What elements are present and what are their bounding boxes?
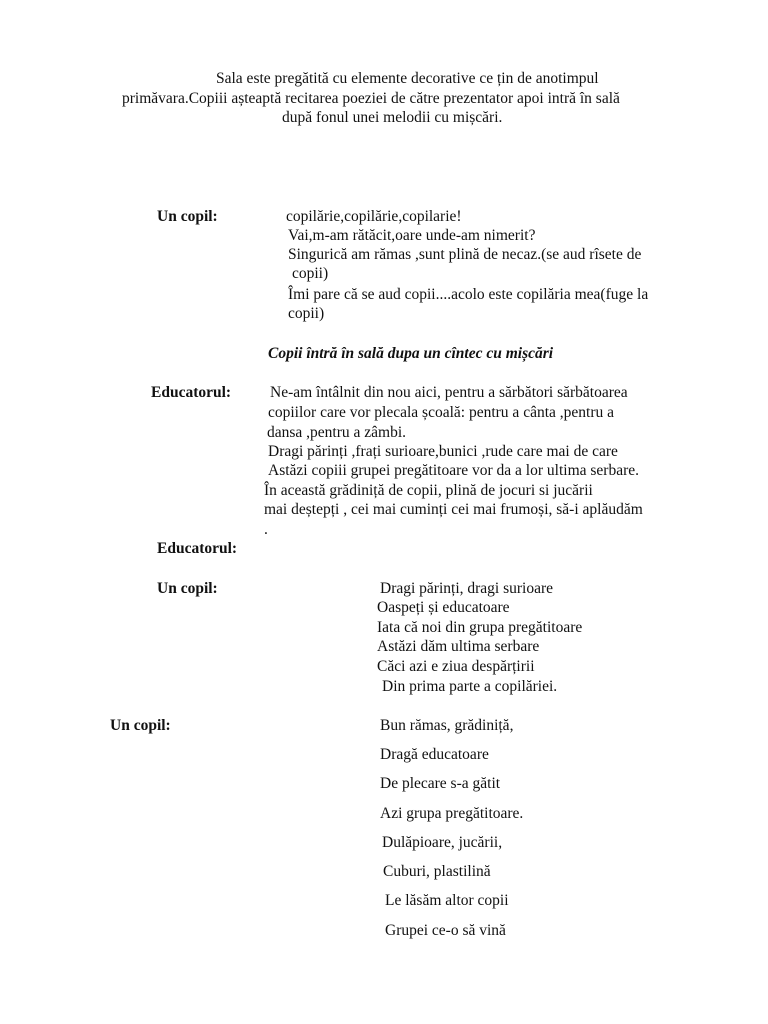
dialogue-line: Dragi părinți ,frați surioare,bunici ,rude care mai de care — [268, 443, 618, 460]
speaker-label: Educatorul: — [157, 540, 238, 557]
verse-line: Cuburi, plastilină — [383, 863, 491, 880]
dialogue-line: dansa ,pentru a zâmbi. — [267, 424, 407, 441]
verse-line: Le lăsăm altor copii — [385, 892, 509, 909]
verse-line: Căci azi e ziua despărțirii — [377, 658, 535, 675]
intro-line-2: primăvara.Copiii așteaptă recitarea poeziei de către prezentator apoi intră în sală — [122, 90, 620, 107]
speaker-label: Un copil: — [157, 208, 218, 225]
intro-line-1: Sala este pregătită cu elemente decorative ce țin de anotimpul — [216, 70, 599, 87]
speaker-label: Un copil: — [157, 580, 218, 597]
verse-line: Oaspeți și educatoare — [377, 599, 510, 616]
dialogue-line: Îmi pare că se aud copii....acolo este copilăria mea(fuge la — [288, 286, 649, 303]
verse-line: Dragă educatoare — [380, 746, 489, 763]
intro-line-3: după fonul unei melodii cu mișcări. — [282, 109, 503, 126]
dialogue-line: Singurică am rămas ,sunt plină de necaz.(se aud rîsete de — [288, 246, 642, 263]
verse-line: Bun rămas, grădiniță, — [380, 717, 514, 734]
dialogue-line: În această grădiniță de copii, plină de jocuri si jucării — [264, 482, 593, 499]
dialogue-line: Astăzi copiii grupei pregătitoare vor da a lor ultima serbare. — [268, 462, 639, 479]
speaker-label: Un copil: — [110, 717, 171, 734]
verse-line: De plecare s-a gătit — [380, 775, 501, 792]
dialogue-line: Vai,m-am rătăcit,oare unde-am nimerit? — [288, 227, 536, 244]
verse-line: Dulăpioare, jucării, — [382, 834, 503, 851]
dialogue-line: copiilor care vor plecala școală: pentru a cânta ,pentru a — [268, 404, 614, 421]
dialogue-line: . — [264, 521, 268, 538]
verse-line: Din prima parte a copilăriei. — [382, 678, 558, 695]
verse-line: Azi grupa pregătitoare. — [380, 805, 524, 822]
verse-line: Astăzi dăm ultima serbare — [377, 638, 540, 655]
dialogue-line: copii) — [288, 305, 325, 322]
speaker-label: Educatorul: — [151, 384, 232, 401]
dialogue-line: Ne-am întâlnit din nou aici, pentru a sărbători sărbătoarea — [270, 384, 628, 401]
dialogue-line: copilărie,copilărie,copilarie! — [286, 208, 462, 225]
stage-direction: Copii întră în sală dupa un cîntec cu mișcări — [268, 345, 554, 362]
verse-line: Dragi părinți, dragi surioare — [380, 580, 554, 597]
verse-line: Grupei ce-o să vină — [385, 922, 506, 939]
verse-line: Iata că noi din grupa pregătitoare — [377, 619, 583, 636]
dialogue-line: mai deștepți , cei mai cuminți cei mai frumoși, să-i aplăudăm — [264, 501, 643, 518]
dialogue-line: copii) — [292, 265, 329, 282]
